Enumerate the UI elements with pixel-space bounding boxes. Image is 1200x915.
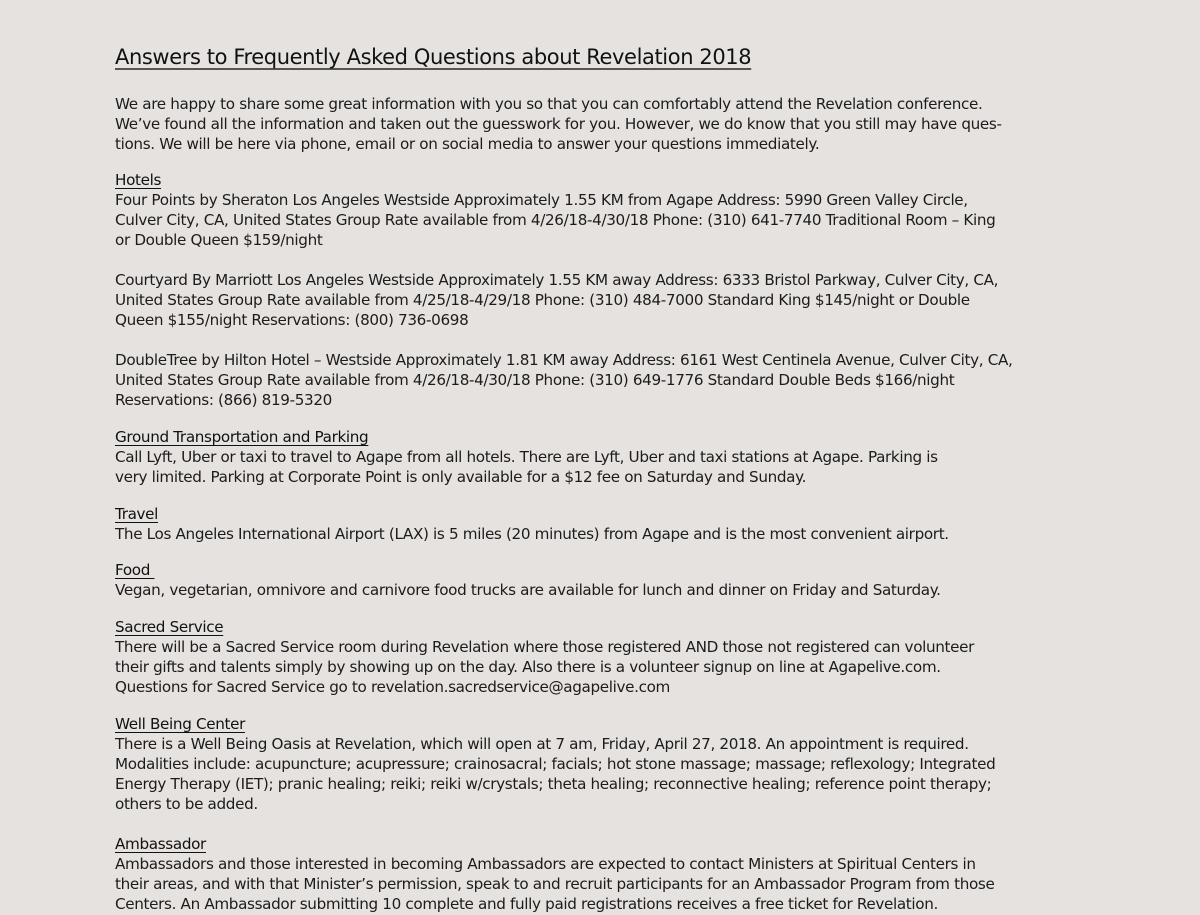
ambassador-line: their areas, and with that Minister’s permission, speak to and recruit participants for an Ambassador Program from those [115, 875, 995, 893]
hotel-line: DoubleTree by Hilton Hotel – Westside Approximately 1.81 KM away Address: 6161 West Centinela Avenue, Culver City, CA, [115, 351, 1013, 369]
section-food [115, 560, 1055, 600]
section-heading-travel[interactable]: Travel [115, 505, 159, 523]
ambassador-line: Centers. An Ambassador submitting 10 complete and fully paid registrations receives a free ticket for Revelation. [115, 895, 938, 913]
well-being-line: There is a Well Being Oasis at Revelation, which will open at 7 am, Friday, April 27, 2018. An appointment is required. [115, 735, 969, 753]
ambassador-line: Ambassadors and those interested in becoming Ambassadors are expected to contact Ministers at Spiritual Centers in [115, 855, 976, 873]
section-sacred-service [115, 617, 1055, 697]
hotel-line: Culver City, CA, United States Group Rate available from 4/26/18-4/30/18 Phone: (310) 641-7740 Traditional Room – King [115, 211, 996, 229]
travel-line: The Los Angeles International Airport (LAX) is 5 miles (20 minutes) from Agape and is the most convenient airport. [115, 525, 949, 543]
intro-line: tions. We will be here via phone, email or on social media to answer your questions immediately. [115, 135, 820, 153]
sacred-service-line: There will be a Sacred Service room during Revelation where those registered AND those not registered can volunteer [115, 638, 975, 656]
well-being-line: Modalities include: acupuncture; acupressure; crainosacral; facials; hot stone massage; massage; reflexology; Integrated [115, 755, 996, 773]
well-being-line: others to be added. [115, 795, 258, 813]
hotel-line: Queen $155/night Reservations: (800) 736-0698 [115, 311, 469, 329]
section-heading-hotels[interactable]: Hotels [115, 171, 162, 189]
section-heading-sacred-service[interactable]: Sacred Service [115, 618, 224, 636]
hotel-entry-courtyard [115, 270, 1055, 330]
hotel-line: Reservations: (866) 819-5320 [115, 391, 332, 409]
section-transportation [115, 427, 1055, 487]
hotel-line: United States Group Rate available from 4/26/18-4/30/18 Phone: (310) 649-1776 Standard Double Beds $166/night [115, 371, 955, 389]
transportation-line: very limited. Parking at Corporate Point is only available for a $12 fee on Saturday and Sunday. [115, 468, 807, 486]
hotel-line: United States Group Rate available from 4/25/18-4/29/18 Phone: (310) 484-7000 Standard King $145/night or Double [115, 291, 970, 309]
intro-line: We’ve found all the information and taken out the guesswork for you. However, we do know that you still may have ques- [115, 115, 1002, 133]
hotel-line: or Double Queen $159/night [115, 231, 323, 249]
intro-paragraph [115, 94, 1055, 154]
food-line: Vegan, vegetarian, omnivore and carnivore food trucks are available for lunch and dinner on Friday and Saturday. [115, 581, 941, 599]
section-heading-well-being[interactable]: Well Being Center [115, 715, 245, 733]
well-being-line: Energy Therapy (IET); pranic healing; reiki; reiki w/crystals; theta healing; reconnective healing; reference point therapy; [115, 775, 992, 793]
hotel-line: Courtyard By Marriott Los Angeles Westside Approximately 1.55 KM away Address: 6333 Bristol Parkway, Culver City, CA, [115, 271, 999, 289]
transportation-line: Call Lyft, Uber or taxi to travel to Agape from all hotels. There are Lyft, Uber and taxi stations at Agape. Parking is [115, 448, 938, 466]
section-travel [115, 504, 1055, 544]
sacred-service-line: their gifts and talents simply by showing up on the day. Also there is a volunteer signup on line at Agapelive.com. [115, 658, 941, 676]
section-well-being [115, 714, 1055, 814]
page-title: Answers to Frequently Asked Questions about Revelation 2018 [115, 45, 752, 69]
hotel-entry-doubletree [115, 350, 1055, 410]
section-heading-food[interactable]: Food [115, 561, 155, 579]
section-ambassador [115, 834, 1055, 914]
section-hotels [115, 170, 1055, 250]
section-heading-transportation[interactable]: Ground Transportation and Parking [115, 428, 369, 446]
section-heading-ambassador[interactable]: Ambassador [115, 835, 206, 853]
sacred-service-line: Questions for Sacred Service go to revelation.sacredservice@agapelive.com [115, 678, 671, 696]
intro-line: We are happy to share some great information with you so that you can comfortably attend the Revelation conference. [115, 95, 983, 113]
hotel-line: Four Points by Sheraton Los Angeles Westside Approximately 1.55 KM from Agape Address: 5990 Green Valley Circle, [115, 191, 968, 209]
hotel-entry-four-points [115, 190, 1055, 250]
